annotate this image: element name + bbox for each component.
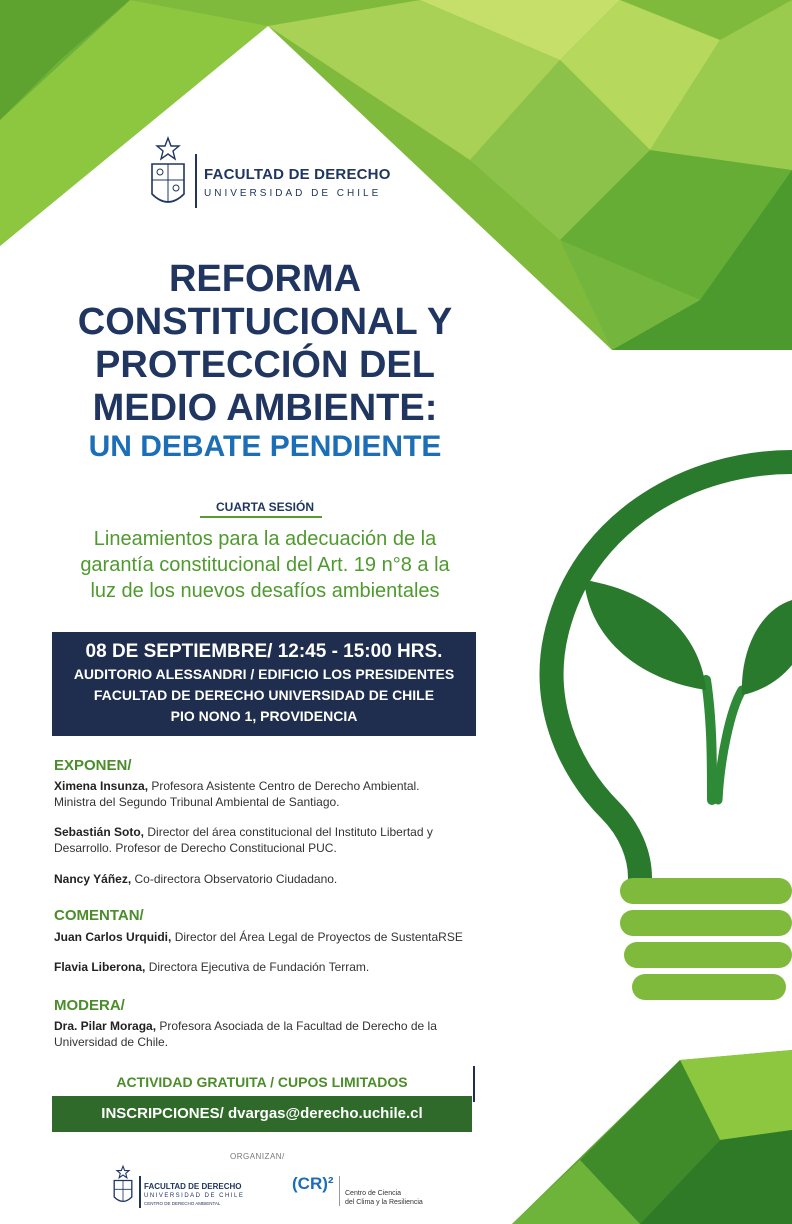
speaker-entry: [54, 778, 474, 810]
faculty-logo: [148, 136, 391, 214]
topic-line: Lineamientos para la adecuación de la: [93, 528, 437, 550]
cr2-line2: del Clima y la Resiliencia: [345, 1199, 423, 1206]
footer-faculty-logo: [112, 1164, 262, 1210]
speaker-entry: [54, 824, 474, 856]
event-title: [40, 258, 490, 430]
session-label: CUARTA SESIÓN: [215, 500, 314, 514]
commentator-name: Flavia Liberona,: [54, 960, 146, 974]
logo-center-name: CENTRO DE DERECHO AMBIENTAL: [144, 1201, 221, 1206]
modera-heading: MODERA/: [54, 997, 125, 1014]
event-address: PIO NONO 1, PROVIDENCIA: [170, 708, 358, 724]
title-line: CONSTITUCIONAL Y: [77, 301, 453, 343]
moderator-desc: Universidad de Chile.: [54, 1035, 169, 1049]
speaker-desc: Director del área constitucional del Instituto Libertad y: [144, 825, 433, 839]
speaker-desc: Profesora Asistente Centro de Derecho Ambiental.: [148, 779, 420, 793]
speaker-name: Nancy Yáñez,: [54, 872, 132, 886]
event-venue: AUDITORIO ALESSANDRI / EDIFICIO LOS PRESIDENTES: [73, 666, 455, 682]
topic-line: garantía constitucional del Art. 19 n°8 a la: [80, 554, 450, 576]
speaker-entry: [54, 871, 474, 887]
organizers-label: ORGANIZAN/: [230, 1152, 285, 1161]
event-subtitle: UN DEBATE PENDIENTE: [88, 430, 442, 463]
logo-faculty-name: FACULTAD DE DERECHO: [144, 1182, 242, 1191]
commentator-desc: Directora Ejecutiva de Fundación Terram.: [145, 960, 370, 974]
session-underline: [200, 516, 322, 518]
session-topic: [40, 526, 490, 604]
footer-cr2-logo: [292, 1172, 442, 1212]
event-info-box: [52, 632, 476, 736]
topic-line: luz de los nuevos desafíos ambientales: [90, 580, 440, 602]
speaker-desc: Co-directora Observatorio Ciudadano.: [131, 872, 338, 886]
comentan-heading: COMENTAN/: [54, 907, 144, 924]
university-crest-icon: [112, 1164, 134, 1208]
registration-box: INSCRIPCIONES/ dvargas@derecho.uchile.cl: [52, 1096, 472, 1132]
logo-faculty-name: FACULTAD DE DERECHO: [204, 166, 391, 183]
commentator-desc: Director del Área Legal de Proyectos de SustentaRSE: [171, 930, 463, 944]
logo-divider: [195, 154, 197, 208]
cr2-acronym: (CR)²: [292, 1174, 334, 1193]
title-line: MEDIO AMBIENTE:: [92, 387, 438, 429]
speaker-name: Ximena Insunza,: [54, 779, 149, 793]
commentator-entry: [54, 929, 474, 945]
logo-university-name: UNIVERSIDAD DE CHILE: [144, 1193, 245, 1199]
exponen-heading: EXPONEN/: [54, 757, 132, 774]
speaker-name: Sebastián Soto,: [54, 825, 145, 839]
free-activity-notice: ACTIVIDAD GRATUITA / CUPOS LIMITADOS: [116, 1074, 408, 1090]
logo-university-name: UNIVERSIDAD DE CHILE: [204, 188, 382, 199]
title-line: PROTECCIÓN DEL: [95, 344, 435, 386]
commentator-entry: [54, 959, 474, 975]
logo-divider: [139, 1176, 141, 1208]
event-institution: FACULTAD DE DERECHO UNIVERSIDAD DE CHILE: [93, 687, 435, 703]
moderator-desc: Profesora Asociada de la Facultad de Derecho de la: [156, 1019, 437, 1033]
title-line: REFORMA: [168, 258, 362, 300]
moderator-entry: [54, 1018, 474, 1050]
speaker-desc: Ministra del Segundo Tribunal Ambiental de Santiago.: [54, 795, 340, 809]
moderator-name: Dra. Pilar Moraga,: [54, 1019, 157, 1033]
event-date-time: 08 DE SEPTIEMBRE/ 12:45 - 15:00 HRS.: [85, 641, 443, 662]
logo-divider: [339, 1176, 340, 1206]
university-crest-icon: [148, 136, 188, 212]
speaker-desc: Desarrollo. Profesor de Derecho Constitucional PUC.: [54, 841, 337, 855]
commentator-name: Juan Carlos Urquidi,: [54, 930, 172, 944]
free-activity-accent: [473, 1066, 475, 1102]
cr2-line1: Centro de Ciencia: [345, 1190, 402, 1197]
